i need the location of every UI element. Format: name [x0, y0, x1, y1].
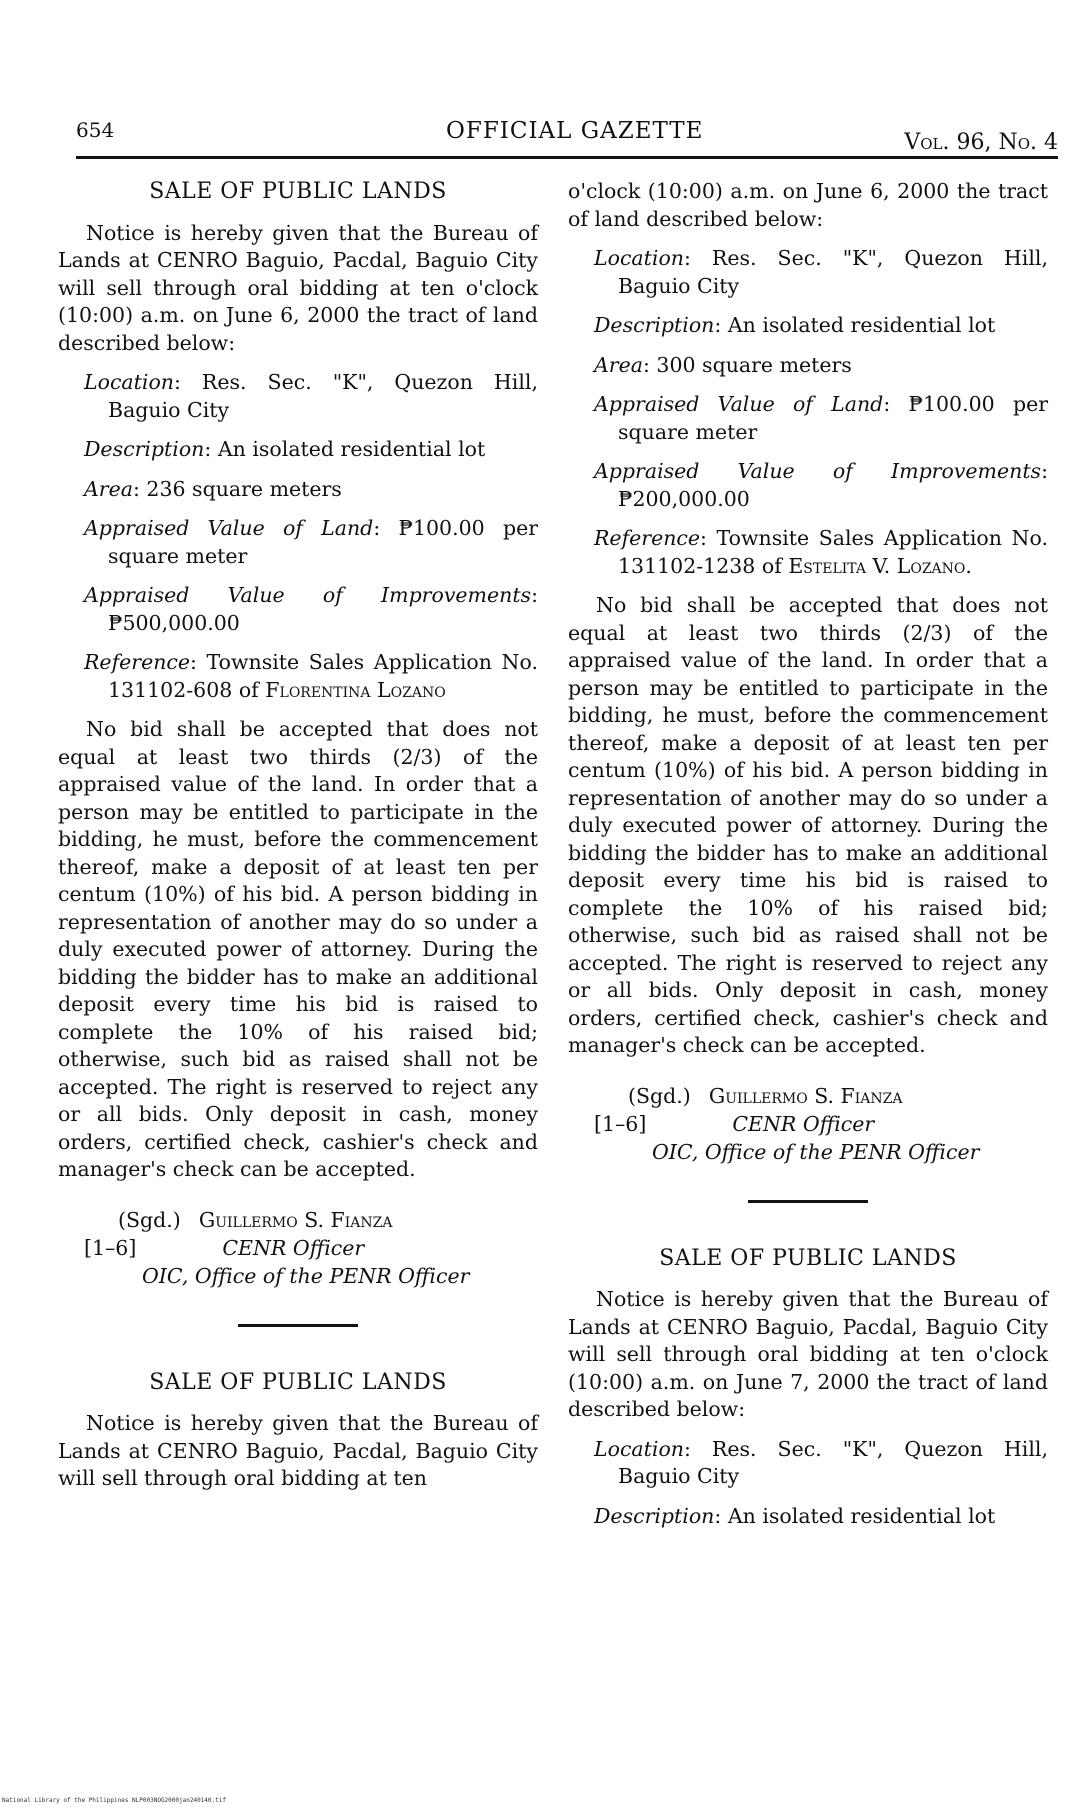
page-number: 654 — [76, 118, 115, 142]
signature-block: (Sgd.) Guillermo S. Fianza [1–6] CENR Officer OIC, Office of the PENR Officer — [58, 1206, 538, 1290]
notice-3 — [568, 1245, 1048, 1531]
signatory-office: OIC, Office of the PENR Officer — [652, 1139, 980, 1164]
notice-title: SALE OF PUBLIC LANDS — [659, 1245, 957, 1271]
page-header — [76, 112, 1058, 155]
notice-intro-part: Notice is hereby given that the Bureau of Lands at CENRO Baguio, Pacdal, Baguio City will sell through oral bidding at ten — [58, 1411, 538, 1490]
header-rule — [76, 156, 1058, 159]
notice-title: SALE OF PUBLIC LANDS — [149, 179, 447, 204]
right-column — [568, 178, 1048, 1542]
field-improvements-value: Appraised Value of Improvements: ₱200,000.00 — [594, 459, 1048, 511]
applicant-name: Florentina Lozano — [265, 677, 446, 702]
publication-title: OFFICIAL GAZETTE — [446, 118, 704, 144]
field-location: Location: Res. Sec. "K", Quezon Hill, Baguio City — [594, 1436, 1048, 1488]
section-divider — [238, 1324, 358, 1327]
notice-body: No bid shall be accepted that does not equal at least two thirds (2/3) of the appraised value of the land. In order that a person may be entitled to participate in the bidding, he must, before the commencement thereof, make a deposit of at least ten per centum (10%) of his bid. A person bidding in representation of another may do so under a duly executed power of attorney. During the bidding the bidder has to make an additional deposit every time his bid is raised to complete the 10% of his raised bid; otherwise, such bid as raised shall not be accepted. The right is reserved to reject any or all bids. Only deposit in cash, money orders, certified check, cashier's check and manager's check can be accepted. — [568, 593, 1048, 1057]
signatory-position: CENR Officer — [222, 1235, 365, 1260]
scan-footer: National Library of the Philippines NLP003NOG2000jan240140.tif — [2, 1797, 226, 1804]
field-description: Description: An isolated residential lot — [84, 437, 486, 461]
field-location: Location: Res. Sec. "K", Quezon Hill, Baguio City — [594, 246, 1048, 298]
left-column — [58, 178, 538, 1505]
notice-title: SALE OF PUBLIC LANDS — [149, 1369, 447, 1395]
notice-2-start — [58, 1369, 538, 1493]
field-improvements-value: Appraised Value of Improvements: ₱500,000.00 — [84, 583, 538, 635]
field-area: Area: 236 square meters — [84, 476, 342, 501]
field-land-value: Appraised Value of Land: ₱100.00 per square meter — [84, 516, 538, 568]
applicant-name: Estelita V. Lozano. — [788, 553, 972, 578]
notice-intro: Notice is hereby given that the Bureau of Lands at CENRO Baguio, Pacdal, Baguio City will sell through oral bidding at ten o'clock (10:00) a.m. on June 6, 2000 the tract of land described below: — [58, 220, 538, 355]
section-divider — [748, 1200, 868, 1203]
signatory-position: CENR Officer — [732, 1111, 875, 1136]
field-reference: Reference: Townsite Sales Application No. 131102-608 of Florentina Lozano — [84, 650, 538, 702]
signatory-name: Guillermo S. Fianza — [198, 1207, 393, 1232]
field-reference: Reference: Townsite Sales Application No. 131102-1238 of Estelita V. Lozano. — [594, 526, 1048, 578]
notice-1 — [58, 178, 538, 1290]
notice-2-continued — [568, 178, 1048, 1166]
field-description: Description: An isolated residential lot — [594, 313, 996, 337]
volume-number: Vol. 96, No. 4 — [904, 130, 1058, 155]
notice-body: No bid shall be accepted that does not equal at least two thirds (2/3) of the appraised value of the land. In order that a person may be entitled to participate in the bidding, he must, before the commencement thereof, make a deposit of at least ten per centum (10%) of his bid. A person bidding in representation of another may do so under a duly executed power of attorney. During the bidding the bidder has to make an additional deposit every time his bid is raised to complete the 10% of his raised bid; otherwise, such bid as raised shall not be accepted. The right is reserved to reject any or all bids. Only deposit in cash, money orders, certified check, cashier's check and manager's check can be accepted. — [58, 717, 538, 1181]
field-description: Description: An isolated residential lot — [594, 1503, 996, 1528]
signatory-name: Guillermo S. Fianza — [708, 1083, 903, 1108]
notice-intro-part: o'clock (10:00) a.m. on June 6, 2000 the tract of land described below: — [568, 179, 1048, 231]
signature-block: (Sgd.) Guillermo S. Fianza [1–6] CENR Officer OIC, Office of the PENR Officer — [568, 1082, 1048, 1166]
notice-intro: Notice is hereby given that the Bureau of Lands at CENRO Baguio, Pacdal, Baguio City will sell through oral bidding at ten o'clock (10:00) a.m. on June 7, 2000 the tract of land described below: — [568, 1287, 1048, 1421]
signatory-office: OIC, Office of the PENR Officer — [142, 1263, 470, 1288]
field-area: Area: 300 square meters — [594, 352, 852, 377]
field-location: Location: Res. Sec. "K", Quezon Hill, Baguio City — [84, 370, 538, 422]
field-land-value: Appraised Value of Land: ₱100.00 per square meter — [594, 392, 1048, 444]
